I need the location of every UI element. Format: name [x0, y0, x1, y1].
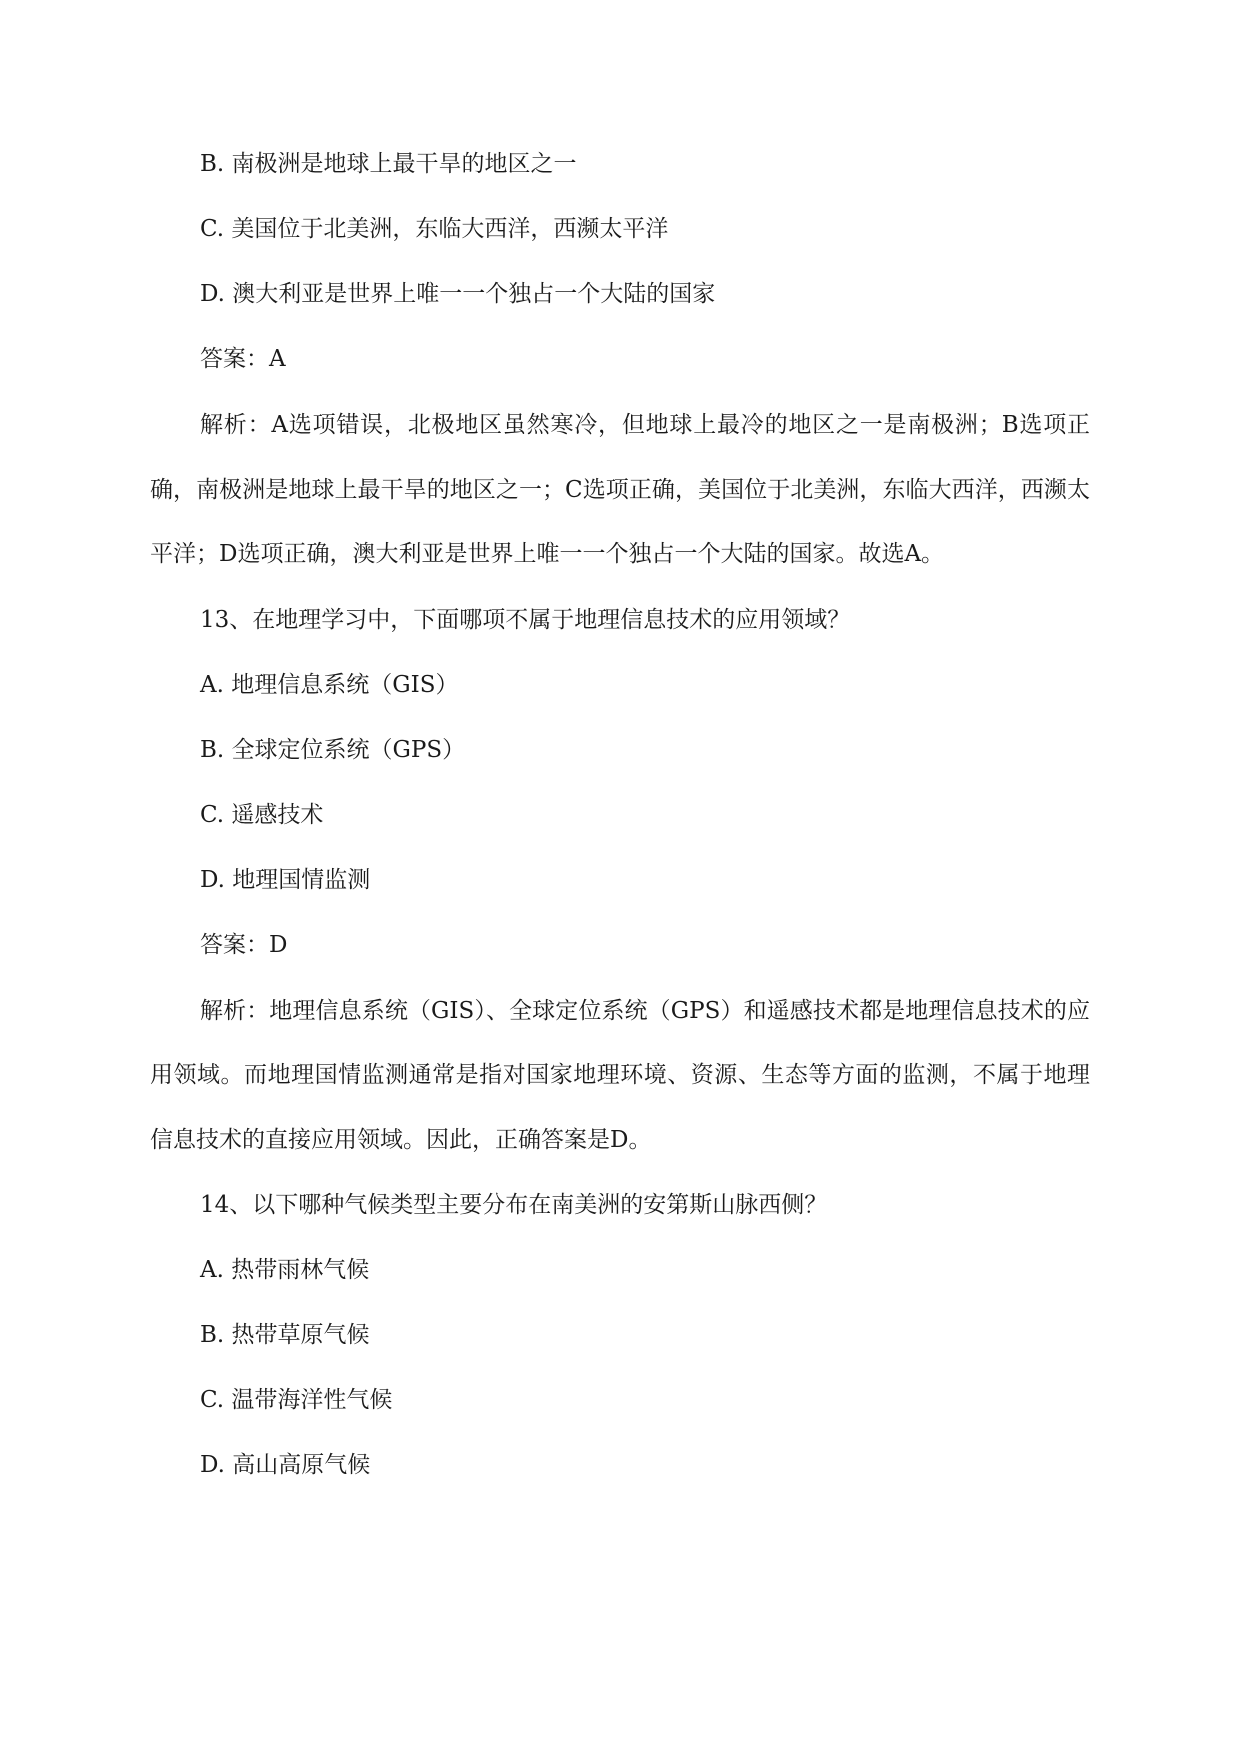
q12-analysis: 解析：A选项错误，北极地区虽然寒冷，但地球上最冷的地区之一是南极洲；B选项正确，南极洲是地球上最干旱的地区之一；C选项正确，美国位于北美洲，东临大西洋，西濒太平洋；D选项正确，澳大利亚是世界上唯一一个独占一个大陆的国家。故选A。 — [150, 412, 1090, 567]
q14-option-d: D. 高山高原气候 — [200, 1452, 371, 1478]
q13-question: 13、在地理学习中，下面哪项不属于地理信息技术的应用领域？ — [200, 606, 851, 633]
q13-option-b: B. 全球定位系统（GPS） — [200, 736, 466, 763]
q13-answer: 答案：D — [200, 931, 288, 958]
q13-analysis: 解析：地理信息系统（GIS）、全球定位系统（GPS）和遥感技术都是地理信息技术的应用领域。而地理国情监测通常是指对国家地理环境、资源、生态等方面的监测，不属于地理信息技术的直接应用领域。因此，正确答案是D。 — [150, 997, 1090, 1153]
q14-question: 14、以下哪种气候类型主要分布在南美洲的安第斯山脉西侧？ — [200, 1192, 828, 1218]
q13-option-c: C. 遥感技术 — [200, 801, 324, 828]
document-body — [150, 148, 1090, 1514]
q12-answer: 答案：A — [200, 346, 286, 372]
q14-option-c: C. 温带海洋性气候 — [200, 1387, 393, 1413]
q14-option-b: B. 热带草原气候 — [200, 1322, 370, 1348]
q14-option-a: A. 热带雨林气候 — [200, 1257, 370, 1283]
q12-option-c: C. 美国位于北美洲，东临大西洋，西濒太平洋 — [200, 216, 669, 242]
q13-option-d: D. 地理国情监测 — [200, 866, 371, 893]
q12-option-b: B. 南极洲是地球上最干旱的地区之一 — [200, 151, 577, 177]
q12-option-d: D. 澳大利亚是世界上唯一一个独占一个大陆的国家 — [200, 281, 716, 307]
q13-option-a: A. 地理信息系统（GIS） — [200, 671, 459, 698]
